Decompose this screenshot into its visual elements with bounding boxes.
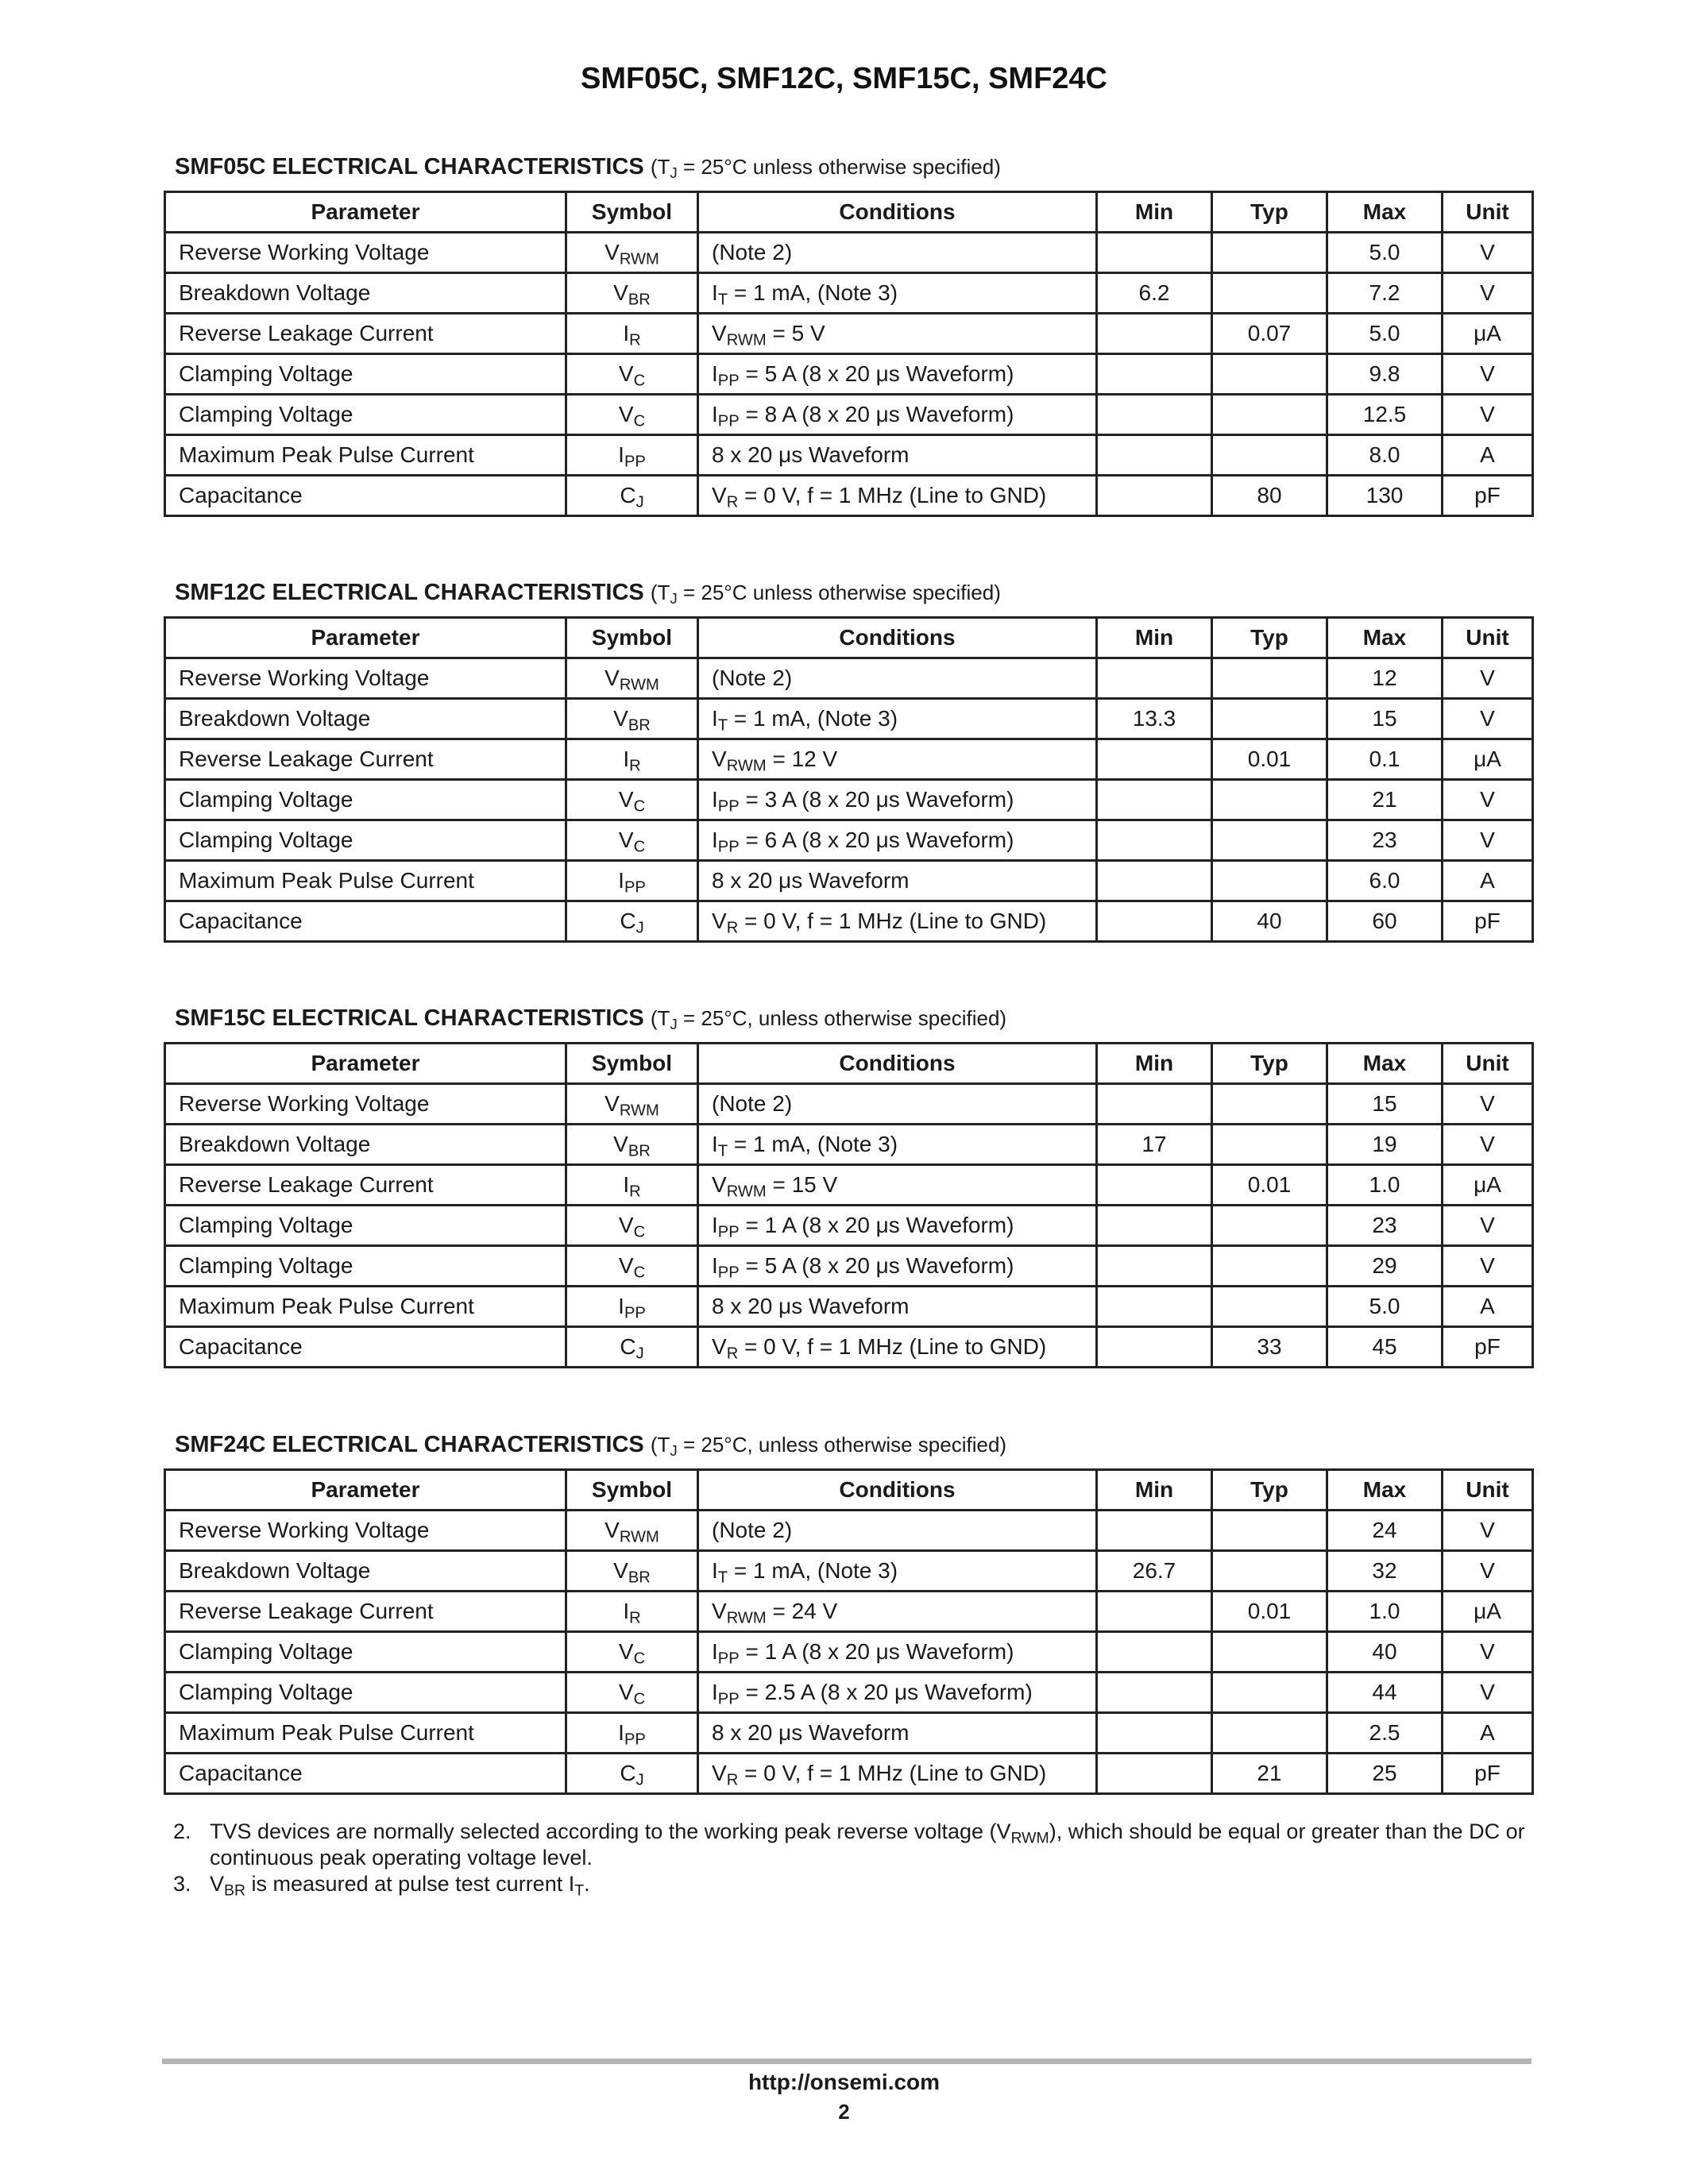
column-header-unit: Unit — [1443, 618, 1533, 658]
cell-min: 26.7 — [1097, 1551, 1212, 1592]
table-row — [165, 658, 1533, 699]
cell-min — [1097, 1287, 1212, 1327]
cell-parameter: Maximum Peak Pulse Current — [165, 435, 566, 476]
table-row — [165, 1206, 1533, 1246]
table-row — [165, 1673, 1533, 1713]
column-header-conditions: Conditions — [698, 1470, 1097, 1511]
cell-unit: V — [1443, 699, 1533, 739]
cell-unit: V — [1443, 233, 1533, 273]
section-heading: SMF15C ELECTRICAL CHARACTERISTICS ($T_J = 25^\circ C$, unless otherwise specified) — [175, 1005, 1007, 1033]
cell-max: 7.2 — [1327, 273, 1443, 314]
cell-parameter: Clamping Voltage — [165, 1246, 566, 1287]
column-header-parameter: Parameter — [165, 1044, 566, 1084]
column-header-parameter: Parameter — [165, 192, 566, 233]
cell-typ — [1212, 1713, 1327, 1754]
column-header-symbol: Symbol — [566, 1044, 698, 1084]
cell-max: 60 — [1327, 901, 1443, 942]
cell-symbol: $C_J$ — [566, 1327, 698, 1368]
cell-max: 24 — [1327, 1511, 1443, 1551]
cell-typ — [1212, 1125, 1327, 1165]
cell-parameter: Capacitance — [165, 476, 566, 516]
cell-parameter: Reverse Leakage Current — [165, 1592, 566, 1632]
column-header-conditions: Conditions — [698, 192, 1097, 233]
cell-typ: 40 — [1212, 901, 1327, 942]
cell-symbol: $I_R$ — [566, 314, 698, 354]
electrical-characteristics-table — [164, 616, 1534, 943]
cell-symbol: $C_J$ — [566, 476, 698, 516]
cell-unit: μA — [1443, 1165, 1533, 1206]
cell-max: 45 — [1327, 1327, 1443, 1368]
table-row — [165, 1327, 1533, 1368]
cell-min — [1097, 658, 1212, 699]
electrical-characteristics-table — [164, 1042, 1534, 1368]
cell-conditions: $I_{PP} = 1$ A (8 x 20 μs Waveform) — [698, 1206, 1097, 1246]
cell-conditions: 8 x 20 μs Waveform — [698, 1287, 1097, 1327]
cell-parameter: Breakdown Voltage — [165, 273, 566, 314]
cell-max: 12.5 — [1327, 395, 1443, 435]
footer-divider — [162, 2059, 1532, 2064]
table-row — [165, 1125, 1533, 1165]
cell-max: 15 — [1327, 699, 1443, 739]
cell-typ — [1212, 861, 1327, 901]
cell-max: 40 — [1327, 1632, 1443, 1673]
cell-min — [1097, 1592, 1212, 1632]
cell-parameter: Maximum Peak Pulse Current — [165, 1287, 566, 1327]
cell-typ — [1212, 1511, 1327, 1551]
table-row — [165, 1592, 1533, 1632]
cell-max: 6.0 — [1327, 861, 1443, 901]
table-header-row — [165, 192, 1533, 233]
table-row — [165, 1632, 1533, 1673]
cell-parameter: Breakdown Voltage — [165, 1125, 566, 1165]
cell-parameter: Clamping Voltage — [165, 1632, 566, 1673]
cell-symbol: $I_R$ — [566, 1165, 698, 1206]
cell-unit: pF — [1443, 901, 1533, 942]
cell-parameter: Reverse Leakage Current — [165, 739, 566, 780]
column-header-min: Min — [1097, 1470, 1212, 1511]
column-header-conditions: Conditions — [698, 618, 1097, 658]
cell-typ — [1212, 354, 1327, 395]
table-row — [165, 233, 1533, 273]
cell-min — [1097, 1165, 1212, 1206]
table-row — [165, 314, 1533, 354]
cell-max: 19 — [1327, 1125, 1443, 1165]
cell-symbol: $I_{PP}$ — [566, 435, 698, 476]
cell-min — [1097, 1246, 1212, 1287]
cell-conditions: $I_T = 1$ mA, (Note 3) — [698, 273, 1097, 314]
table-row — [165, 1246, 1533, 1287]
cell-typ — [1212, 273, 1327, 314]
section-smf05c — [164, 151, 1532, 517]
cell-min — [1097, 1206, 1212, 1246]
cell-typ — [1212, 1673, 1327, 1713]
cell-typ — [1212, 780, 1327, 820]
cell-max: 25 — [1327, 1754, 1443, 1794]
cell-min — [1097, 739, 1212, 780]
cell-max: 8.0 — [1327, 435, 1443, 476]
cell-parameter: Reverse Working Voltage — [165, 658, 566, 699]
cell-unit: μA — [1443, 1592, 1533, 1632]
cell-max: 0.1 — [1327, 739, 1443, 780]
cell-symbol: $V_C$ — [566, 1206, 698, 1246]
cell-typ: 0.01 — [1212, 1592, 1327, 1632]
cell-symbol: $I_R$ — [566, 739, 698, 780]
cell-min — [1097, 1754, 1212, 1794]
cell-unit: V — [1443, 1551, 1533, 1592]
cell-symbol: $V_{RWM}$ — [566, 1511, 698, 1551]
cell-parameter: Maximum Peak Pulse Current — [165, 1713, 566, 1754]
cell-max: 44 — [1327, 1673, 1443, 1713]
table-header-row — [165, 618, 1533, 658]
column-header-conditions: Conditions — [698, 1044, 1097, 1084]
cell-unit: V — [1443, 354, 1533, 395]
cell-parameter: Clamping Voltage — [165, 1673, 566, 1713]
table-row — [165, 273, 1533, 314]
cell-parameter: Reverse Working Voltage — [165, 233, 566, 273]
cell-max: 1.0 — [1327, 1165, 1443, 1206]
cell-conditions: $V_{RWM} = 5$ V — [698, 314, 1097, 354]
cell-unit: pF — [1443, 1754, 1533, 1794]
section-smf15c — [164, 1002, 1532, 1368]
cell-parameter: Capacitance — [165, 1327, 566, 1368]
cell-unit: V — [1443, 1511, 1533, 1551]
column-header-max: Max — [1327, 618, 1443, 658]
cell-unit: A — [1443, 435, 1533, 476]
cell-parameter: Breakdown Voltage — [165, 699, 566, 739]
cell-typ: 21 — [1212, 1754, 1327, 1794]
cell-unit: V — [1443, 1084, 1533, 1125]
column-header-unit: Unit — [1443, 1044, 1533, 1084]
cell-min — [1097, 1632, 1212, 1673]
table-row — [165, 1551, 1533, 1592]
column-header-unit: Unit — [1443, 192, 1533, 233]
electrical-characteristics-table — [164, 191, 1534, 517]
column-header-max: Max — [1327, 192, 1443, 233]
cell-parameter: Breakdown Voltage — [165, 1551, 566, 1592]
cell-conditions: $I_{PP} = 6$ A (8 x 20 μs Waveform) — [698, 820, 1097, 861]
cell-conditions: $I_T = 1$ mA, (Note 3) — [698, 1125, 1097, 1165]
cell-typ: 33 — [1212, 1327, 1327, 1368]
cell-max: 29 — [1327, 1246, 1443, 1287]
table-row — [165, 1165, 1533, 1206]
cell-symbol: $V_{BR}$ — [566, 699, 698, 739]
cell-conditions: $I_{PP} = 5$ A (8 x 20 μs Waveform) — [698, 354, 1097, 395]
cell-typ: 0.07 — [1212, 314, 1327, 354]
cell-symbol: $V_{RWM}$ — [566, 1084, 698, 1125]
page-number: 2 — [838, 2100, 850, 2124]
cell-min — [1097, 861, 1212, 901]
cell-min — [1097, 314, 1212, 354]
table-row — [165, 1754, 1533, 1794]
page-title: SMF05C, SMF12C, SMF15C, SMF24C — [580, 62, 1108, 95]
cell-symbol: $V_C$ — [566, 395, 698, 435]
cell-max: 12 — [1327, 658, 1443, 699]
cell-min: 6.2 — [1097, 273, 1212, 314]
cell-conditions: 8 x 20 μs Waveform — [698, 861, 1097, 901]
cell-symbol: $V_{BR}$ — [566, 1125, 698, 1165]
cell-min — [1097, 1673, 1212, 1713]
cell-parameter: Reverse Leakage Current — [165, 1165, 566, 1206]
footnotes — [173, 1819, 1532, 1900]
column-header-typ: Typ — [1212, 1470, 1327, 1511]
cell-max: 5.0 — [1327, 233, 1443, 273]
cell-parameter: Reverse Working Voltage — [165, 1511, 566, 1551]
table-row — [165, 820, 1533, 861]
cell-min — [1097, 435, 1212, 476]
cell-typ — [1212, 1551, 1327, 1592]
cell-min — [1097, 901, 1212, 942]
cell-min: 17 — [1097, 1125, 1212, 1165]
cell-typ — [1212, 820, 1327, 861]
table-header-row — [165, 1044, 1533, 1084]
table-row — [165, 780, 1533, 820]
cell-parameter: Clamping Voltage — [165, 354, 566, 395]
cell-typ: 80 — [1212, 476, 1327, 516]
cell-conditions: $V_R = 0$ V, f = 1 MHz (Line to GND) — [698, 476, 1097, 516]
cell-conditions: $V_R = 0$ V, f = 1 MHz (Line to GND) — [698, 901, 1097, 942]
section-smf12c — [164, 577, 1532, 943]
cell-symbol: $I_{PP}$ — [566, 1713, 698, 1754]
cell-parameter: Capacitance — [165, 901, 566, 942]
cell-parameter: Capacitance — [165, 1754, 566, 1794]
column-header-max: Max — [1327, 1470, 1443, 1511]
cell-conditions: $V_R = 0$ V, f = 1 MHz (Line to GND) — [698, 1327, 1097, 1368]
column-header-symbol: Symbol — [566, 1470, 698, 1511]
table-row — [165, 739, 1533, 780]
cell-symbol: $I_R$ — [566, 1592, 698, 1632]
column-header-max: Max — [1327, 1044, 1443, 1084]
cell-parameter: Clamping Voltage — [165, 820, 566, 861]
cell-unit: V — [1443, 780, 1533, 820]
column-header-unit: Unit — [1443, 1470, 1533, 1511]
cell-max: 9.8 — [1327, 354, 1443, 395]
cell-min — [1097, 780, 1212, 820]
cell-typ — [1212, 233, 1327, 273]
cell-typ — [1212, 1246, 1327, 1287]
cell-min — [1097, 820, 1212, 861]
cell-parameter: Maximum Peak Pulse Current — [165, 861, 566, 901]
cell-min — [1097, 233, 1212, 273]
cell-conditions: $I_{PP} = 8$ A (8 x 20 μs Waveform) — [698, 395, 1097, 435]
cell-max: 21 — [1327, 780, 1443, 820]
cell-conditions: 8 x 20 μs Waveform — [698, 435, 1097, 476]
cell-symbol: $V_C$ — [566, 354, 698, 395]
column-header-typ: Typ — [1212, 192, 1327, 233]
cell-conditions: 8 x 20 μs Waveform — [698, 1713, 1097, 1754]
cell-parameter: Reverse Working Voltage — [165, 1084, 566, 1125]
cell-max: 130 — [1327, 476, 1443, 516]
cell-conditions: (Note 2) — [698, 233, 1097, 273]
cell-unit: pF — [1443, 1327, 1533, 1368]
cell-parameter: Clamping Voltage — [165, 780, 566, 820]
footnote: 2. TVS devices are normally selected according to the working peak reverse voltage $(V_{RWM})$, which should be equal or greater than the DC or continuous peak operating voltage level. — [173, 1819, 1525, 1870]
column-header-symbol: Symbol — [566, 618, 698, 658]
column-header-typ: Typ — [1212, 618, 1327, 658]
cell-conditions: $V_R = 0$ V, f = 1 MHz (Line to GND) — [698, 1754, 1097, 1794]
cell-unit: V — [1443, 395, 1533, 435]
cell-typ: 0.01 — [1212, 739, 1327, 780]
cell-max: 23 — [1327, 820, 1443, 861]
cell-conditions: (Note 2) — [698, 1511, 1097, 1551]
table-row — [165, 354, 1533, 395]
cell-unit: V — [1443, 1125, 1533, 1165]
cell-unit: pF — [1443, 476, 1533, 516]
cell-unit: A — [1443, 1713, 1533, 1754]
cell-max: 5.0 — [1327, 314, 1443, 354]
cell-symbol: $V_C$ — [566, 1246, 698, 1287]
cell-min: 13.3 — [1097, 699, 1212, 739]
cell-max: 1.0 — [1327, 1592, 1443, 1632]
cell-conditions: $V_{RWM} = 12$ V — [698, 739, 1097, 780]
cell-max: 15 — [1327, 1084, 1443, 1125]
cell-typ — [1212, 1632, 1327, 1673]
cell-conditions: $I_{PP} = 1$ A (8 x 20 μs Waveform) — [698, 1632, 1097, 1673]
cell-max: 5.0 — [1327, 1287, 1443, 1327]
cell-min — [1097, 354, 1212, 395]
table-row — [165, 435, 1533, 476]
column-header-parameter: Parameter — [165, 618, 566, 658]
cell-parameter: Reverse Leakage Current — [165, 314, 566, 354]
table-row — [165, 476, 1533, 516]
column-header-typ: Typ — [1212, 1044, 1327, 1084]
cell-symbol: $V_{BR}$ — [566, 273, 698, 314]
cell-unit: V — [1443, 820, 1533, 861]
cell-unit: V — [1443, 1206, 1533, 1246]
cell-unit: A — [1443, 861, 1533, 901]
cell-symbol: $V_{RWM}$ — [566, 233, 698, 273]
cell-max: 23 — [1327, 1206, 1443, 1246]
column-header-parameter: Parameter — [165, 1470, 566, 1511]
cell-unit: V — [1443, 273, 1533, 314]
table-header-row — [165, 1470, 1533, 1511]
cell-unit: μA — [1443, 739, 1533, 780]
cell-unit: V — [1443, 1246, 1533, 1287]
cell-conditions: $V_{RWM} = 15$ V — [698, 1165, 1097, 1206]
footer-url-link[interactable]: http://onsemi.com — [747, 2070, 941, 2094]
table-row — [165, 1287, 1533, 1327]
cell-symbol: $V_C$ — [566, 780, 698, 820]
cell-conditions: (Note 2) — [698, 1084, 1097, 1125]
cell-min — [1097, 1713, 1212, 1754]
table-row — [165, 699, 1533, 739]
cell-typ — [1212, 435, 1327, 476]
column-header-min: Min — [1097, 1044, 1212, 1084]
cell-min — [1097, 476, 1212, 516]
cell-min — [1097, 1084, 1212, 1125]
cell-typ — [1212, 395, 1327, 435]
cell-max: 32 — [1327, 1551, 1443, 1592]
cell-parameter: Clamping Voltage — [165, 1206, 566, 1246]
cell-conditions: $I_{PP} = 5$ A (8 x 20 μs Waveform) — [698, 1246, 1097, 1287]
cell-typ: 0.01 — [1212, 1165, 1327, 1206]
section-heading: SMF24C ELECTRICAL CHARACTERISTICS ($T_J = 25^\circ C$, unless otherwise specified) — [175, 1432, 1007, 1460]
column-header-min: Min — [1097, 192, 1212, 233]
table-row — [165, 861, 1533, 901]
cell-min — [1097, 1327, 1212, 1368]
cell-typ — [1212, 1287, 1327, 1327]
cell-symbol: $C_J$ — [566, 901, 698, 942]
electrical-characteristics-table — [164, 1468, 1534, 1795]
cell-symbol: $V_C$ — [566, 820, 698, 861]
cell-max: 2.5 — [1327, 1713, 1443, 1754]
cell-symbol: $V_{BR}$ — [566, 1551, 698, 1592]
cell-typ — [1212, 658, 1327, 699]
section-smf24c — [164, 1429, 1532, 1795]
table-row — [165, 901, 1533, 942]
cell-conditions: (Note 2) — [698, 658, 1097, 699]
cell-min — [1097, 395, 1212, 435]
cell-unit: V — [1443, 1673, 1533, 1713]
footnote: 3. $V_{BR}$ is measured at pulse test current $I_T$. — [173, 1872, 590, 1900]
cell-symbol: $V_C$ — [566, 1673, 698, 1713]
cell-unit: A — [1443, 1287, 1533, 1327]
table-row — [165, 395, 1533, 435]
cell-symbol: $V_C$ — [566, 1632, 698, 1673]
table-row — [165, 1084, 1533, 1125]
cell-symbol: $C_J$ — [566, 1754, 698, 1794]
cell-symbol: $I_{PP}$ — [566, 1287, 698, 1327]
column-header-min: Min — [1097, 618, 1212, 658]
cell-symbol: $V_{RWM}$ — [566, 658, 698, 699]
column-header-symbol: Symbol — [566, 192, 698, 233]
cell-min — [1097, 1511, 1212, 1551]
cell-parameter: Clamping Voltage — [165, 395, 566, 435]
cell-conditions: $I_{PP} = 2.5$ A (8 x 20 μs Waveform) — [698, 1673, 1097, 1713]
cell-unit: V — [1443, 1632, 1533, 1673]
cell-typ — [1212, 699, 1327, 739]
section-heading: SMF12C ELECTRICAL CHARACTERISTICS ($T_J = 25^\circ C$ unless otherwise specified) — [175, 580, 1001, 608]
cell-unit: μA — [1443, 314, 1533, 354]
cell-unit: V — [1443, 658, 1533, 699]
cell-conditions: $V_{RWM} = 24$ V — [698, 1592, 1097, 1632]
table-row — [165, 1713, 1533, 1754]
cell-typ — [1212, 1084, 1327, 1125]
cell-conditions: $I_T = 1$ mA, (Note 3) — [698, 699, 1097, 739]
cell-conditions: $I_{PP} = 3$ A (8 x 20 μs Waveform) — [698, 780, 1097, 820]
cell-typ — [1212, 1206, 1327, 1246]
cell-symbol: $I_{PP}$ — [566, 861, 698, 901]
section-heading: SMF05C ELECTRICAL CHARACTERISTICS ($T_J = 25^\circ C$ unless otherwise specified) — [175, 154, 1001, 182]
cell-conditions: $I_T = 1$ mA, (Note 3) — [698, 1551, 1097, 1592]
table-row — [165, 1511, 1533, 1551]
